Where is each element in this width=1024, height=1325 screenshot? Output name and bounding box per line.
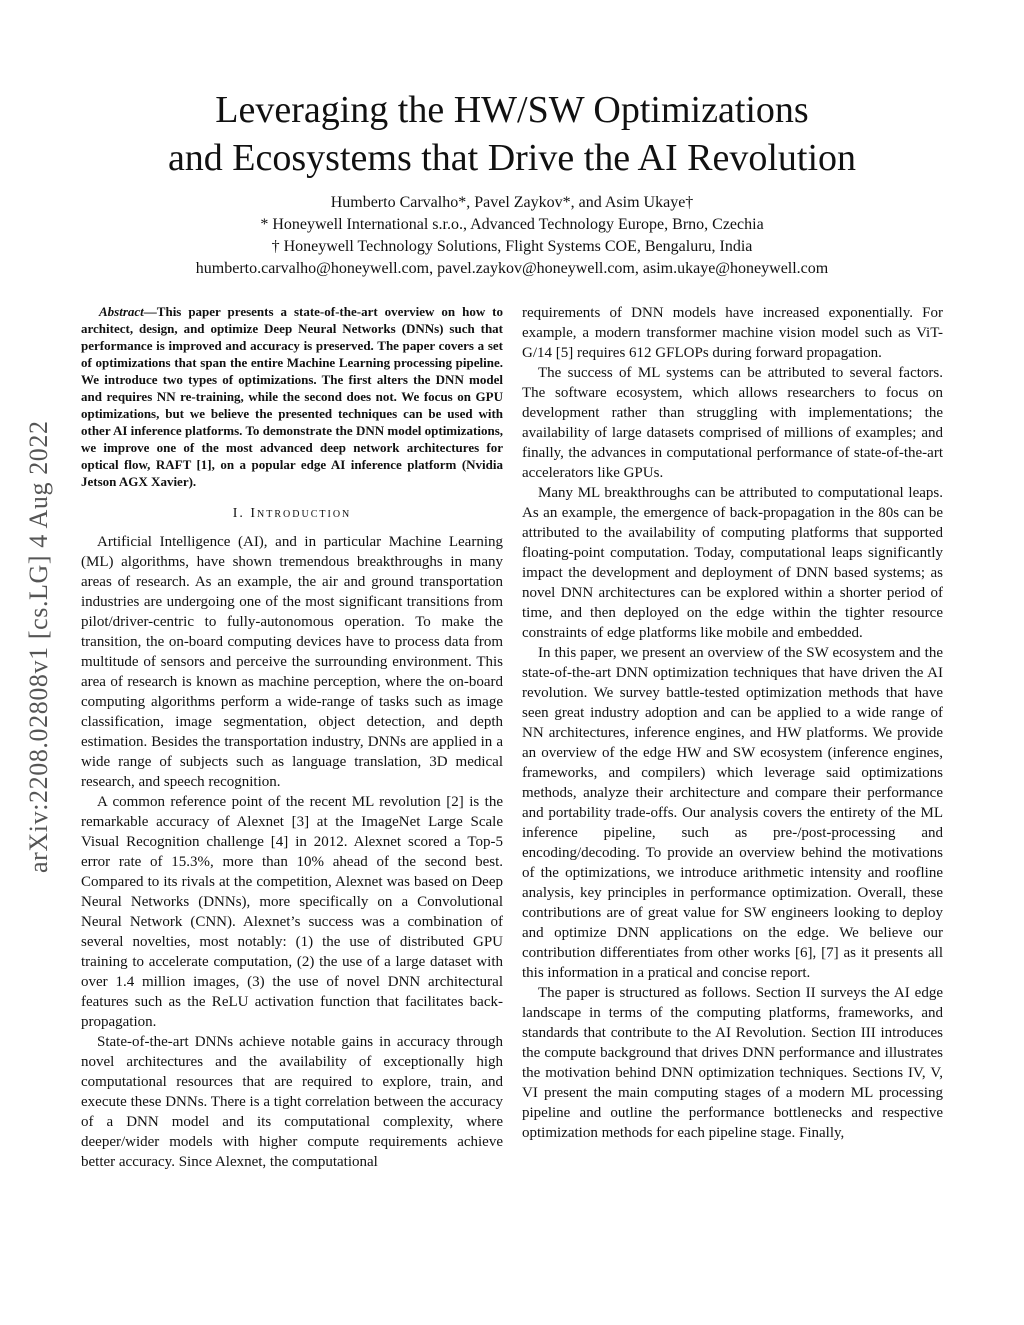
body-paragraph: requirements of DNN models have increased exponentially. For example, a modern transformer machine vision model such as ViT-G/14 [5] requires 612 GFLOPs during forward propagation. xyxy=(522,305,943,361)
author-block xyxy=(90,192,934,280)
author-emails: humberto.carvalho@honeywell.com, pavel.zaykov@honeywell.com, asim.ukaye@honeywell.com xyxy=(195,260,829,277)
title-line-1: Leveraging the HW/SW Optimizations xyxy=(215,89,809,131)
abstract-label: Abstract xyxy=(99,304,144,319)
body-paragraph: State-of-the-art DNNs achieve notable gains in accuracy through novel architectures and the availability of exceptionally high computational resources that are required to explore, train, and execute these DNNs. There is a tight correlation between the accuracy of a DNN model and its computational complexity, where deeper/wider models with higher compute requirements achieve better accuracy. Since Alexnet, the computational xyxy=(81,1034,503,1170)
author-names: Humberto Carvalho*, Pavel Zaykov*, and Asim Ukaye† xyxy=(330,194,694,211)
right-column xyxy=(522,303,943,1143)
affiliation-2: † Honeywell Technology Solutions, Flight Systems COE, Bengaluru, India xyxy=(271,238,753,255)
title-line-2: and Ecosystems that Drive the AI Revolution xyxy=(167,137,857,179)
body-paragraph: The paper is structured as follows. Section II surveys the AI edge landscape in terms of the computing platforms, frameworks, and standards that contribute to the AI Revolution. Section III introduces the compute background that drives DNN performance and illustrates the motivation behind DNN optimization techniques. Sections IV, V, VI present the main computing stages of a modern ML processing pipeline and outline the performance bottlenecks and respective optimization methods for each pipeline stage. Finally, xyxy=(522,985,943,1141)
left-column xyxy=(81,303,503,1172)
section-heading: I. Introduction xyxy=(232,506,352,521)
body-paragraph: Artificial Intelligence (AI), and in particular Machine Learning (ML) algorithms, have shown tremendous breakthroughs in many areas of research. As an example, the air and ground transportation industries are undergoing one of the most significant transitions from pilot/driver-centric to fully-autonomous operation. To make the transition, the on-board computing devices have to process data from multitude of sensors and perceive the surrounding environment. This area of research is known as machine perception, where the on-board computing algorithms perform a wide-range of tasks such as image classification, image segmentation, object detection, and depth estimation. Besides the transportation industry, DNNs are applied in a wide range of subjects such as language translation, 3D medical research, and speech recognition. xyxy=(81,534,503,790)
body-paragraph: A common reference point of the recent ML revolution [2] is the remarkable accuracy of Alexnet [3] at the ImageNet Large Scale Visual Recognition challenge [4] in 2012. Alexnet scored a Top-5 error rate of 15.3%, more than 10% ahead of the second best. Compared to its rivals at the competition, Alexnet was based on Deep Neural Networks (DNNs), more specifically on a Convolutional Neural Network (CNN). Alexnet’s success was a combination of several novelties, most notably: (1) the use of distributed GPU training to accelerate computation, (2) the use of a large dataset with over 1.4 million images, (3) the use of novel DNN architectural features such as the ReLU activation function that facilitates back-propagation. xyxy=(81,794,503,1030)
body-paragraph: The success of ML systems can be attributed to several factors. The software ecosystem, which allows researchers to focus on development rather than struggling with implementations; the availability of large datasets comprised of millions of examples; and finally, the advances in computational performance of state-of-the-art accelerators like GPUs. xyxy=(522,365,943,481)
body-paragraph: In this paper, we present an overview of the SW ecosystem and the state-of-the-art DNN optimization techniques that have driven the AI revolution. We survey battle-tested optimization methods that have seen great industry adoption and can be applied to a wide range of NN architectures, inference engines, and HW platforms. We provide an overview of the edge HW and SW ecosystem (inference engines, frameworks, and compilers) which leverage said optimizations methods, analyze their architecture and compare their performance and portability trade-offs. Our analysis covers the entirety of the ML inference pipeline, such as pre-/post-processing and encoding/decoding. To provide an overview behind the motivations of the optimizations, we introduce arithmetic intensity and roofline analysis, key principles in performance optimization. Overall, these contributions are of great value for SW engineers looking to deploy and optimize DNN applications on the edge. We believe our contribution differentiates from other works [6], [7] as it presents all this information in a pratical and concise report. xyxy=(522,645,943,981)
paper-title xyxy=(90,86,934,182)
abstract xyxy=(81,303,503,490)
abstract-text: —This paper presents a state-of-the-art overview on how to architect, design, and optimize Deep Neural Networks (DNNs) such that performance is improved and accuracy is preserved. The paper covers a set of optimizations that span the entire Machine Learning processing pipeline. We introduce two types of optimizations. The first alters the DNN model and requires NN re-training, while the second does not. We focus on GPU optimizations, but we believe the presented techniques can be used with other AI inference platforms. To demonstrate the DNN model optimizations, we improve one of the most advanced deep network architectures for optical flow, RAFT [1], on a popular edge AI inference platform (Nvidia Jetson AGX Xavier). xyxy=(81,304,503,489)
body-paragraph: Many ML breakthroughs can be attributed to computational leaps. As an example, the emergence of back-propagation in the 80s can be attributed to the availability of computing platforms that supported floating-point computation. Today, computational leaps significantly impact the development and deployment of DNN based systems; as novel DNN architectures can be explored within a shorter period of time, and then deployed on the edge within the tighter resource constraints of edge platforms like mobile and embedded. xyxy=(522,485,943,641)
affiliation-1: * Honeywell International s.r.o., Advanced Technology Europe, Brno, Czechia xyxy=(260,216,764,233)
arxiv-identifier: arXiv:2208.02808v1 [cs.LG] 4 Aug 2022 xyxy=(24,420,53,874)
